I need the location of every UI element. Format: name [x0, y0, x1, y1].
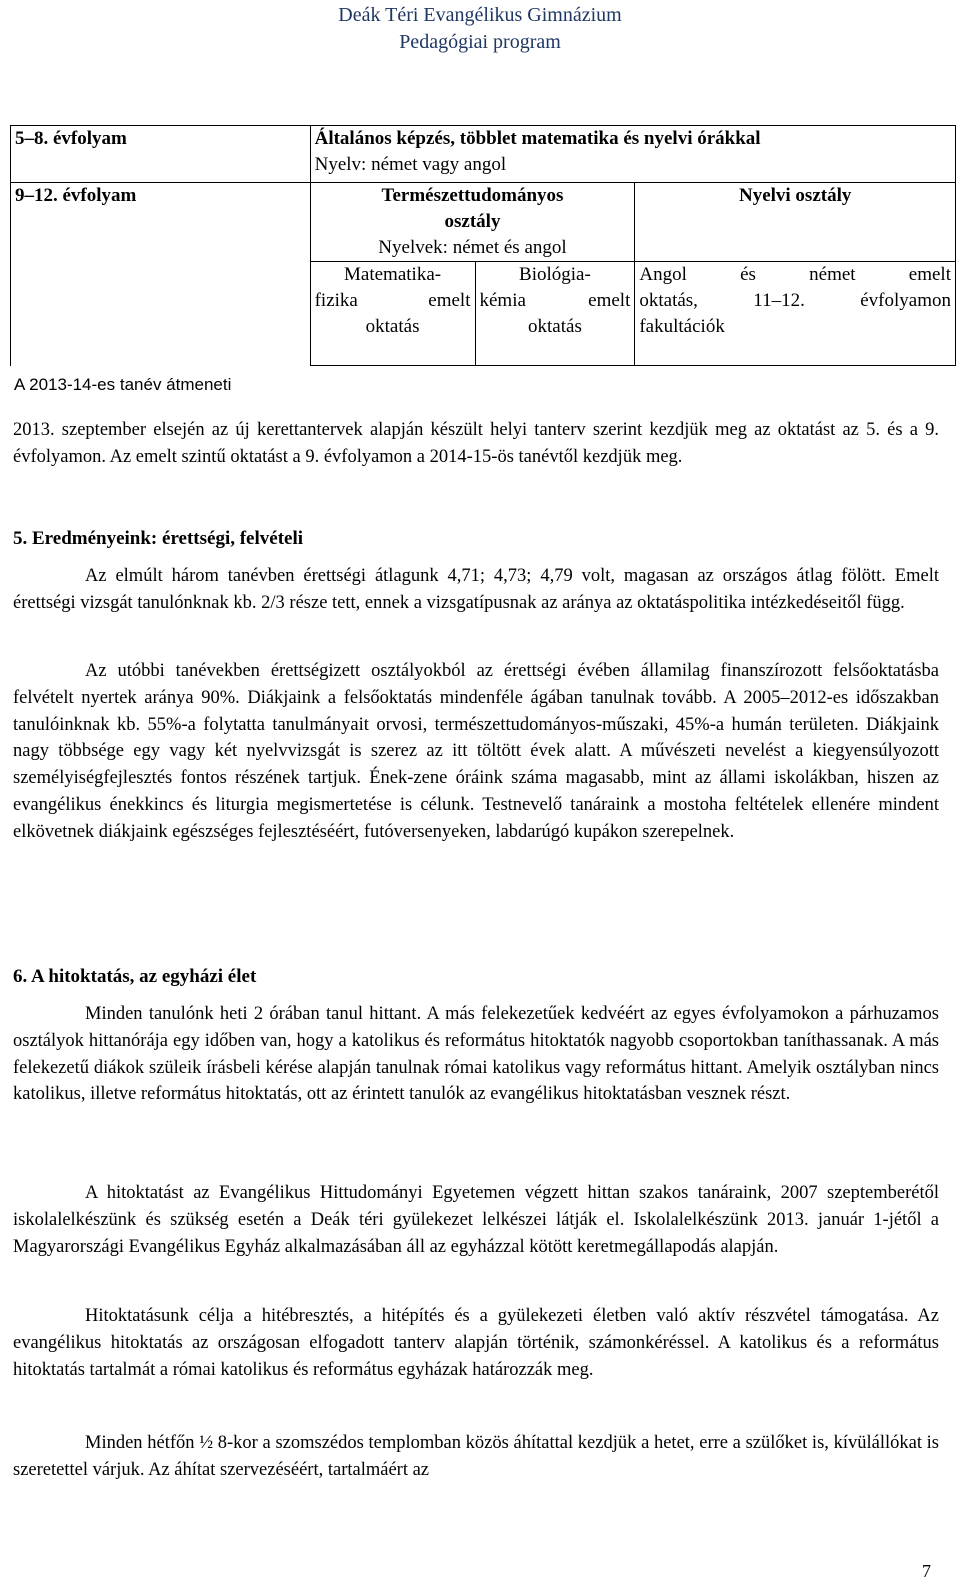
science-class-header: Természettudományos osztály Nyelvek: német és angol: [310, 183, 635, 262]
grade-9-12-cell: 9–12. évfolyam: [11, 183, 311, 366]
section-5-heading: 5. Eredményeink: érettségi, felvételi: [13, 528, 304, 549]
math-physics-cell: Matematika- fizika emelt oktatás: [310, 262, 475, 366]
header-doc-title: Pedagógiai program: [399, 31, 561, 53]
section-6-paragraph-1: Minden tanulónk heti 2 órában tanul hittant. A más felekezetűek kedvéért az egyes évfolyamokon a párhuzamos osztályok hittanórája egy időben van, hogy a katolikus és református hitoktatók nagyobb csoportokban taníthassanak. A más felekezetű diákok szüleik írásbeli kérése alapján tanulnak római katolikus vagy református hittant. Amelyik osztályban nincs katolikus, illetve református hitoktatás, ott az érintett tanulók az evangélikus hitoktatásban vesznek részt.: [13, 1004, 939, 1105]
grade-5-8-cell: 5–8. évfolyam: [11, 126, 311, 183]
language-advanced-cell: Angol és német emelt oktatás, 11–12. évfolyamon fakultációk: [635, 262, 956, 366]
section-5-paragraph-2: Az utóbbi tanévekben érettségizett osztályokból az érettségi évében államilag finanszírozott felsőoktatásba felvételt nyertek aránya 90%. Diákjaink a felsőoktatás mindenféle ágában tanulnak tovább. A 2005–2012-es időszakban tanulóinknak kb. 55%-a folytatta tanulmányait orvosi, természettudományos-műszaki, 45%-a humán területen. Diákjaink nagy többsége egy vagy két nyelvvizsgát is szerez az itt töltött évek alatt. A művészeti nevelést a kiegyensúlyozott személyiségfejlesztés fontos részének tartjuk. Ének-zene óráink száma magasabb, mint az állami iskolákban, hiszen az evangélikus énekkincs és liturgia megismertetése is célunk. Testnevelő tanáraink a mostoha feltételek ellenére mindent elkövetnek diákjaink egészséges fejlesztéséért, futóversenyeken, labdarúgó kupákon szerepelnek.: [13, 661, 939, 842]
header-school-name: Deák Téri Evangélikus Gimnázium: [338, 4, 622, 26]
intro-paragraph: 2013. szeptember elsején az új kerettantervek alapján készült helyi tanterv szerint kezdjük meg az oktatást az 5. és a 9. évfolyamon. Az emelt szintű oktatást a 9. évfolyamon a 2014-15-ös tanévtől kezdjük meg.: [13, 420, 939, 467]
section-6-heading: 6. A hitoktatás, az egyházi élet: [13, 966, 257, 987]
program-table: [10, 125, 956, 366]
section-5-paragraph-1: Az elmúlt három tanévben érettségi átlagunk 4,71; 4,73; 4,79 volt, magasan az országos átlag fölött. Emelt érettségi vizsgát tanulónknak kb. 2/3 része tett, ennek a vizsgatípusnak az aránya az oktatáspolitika intézkedéseitől függ.: [13, 566, 939, 613]
transitional-year-label: A 2013-14-es tanév átmeneti: [14, 375, 232, 394]
general-education-cell: Általános képzés, többlet matematika és nyelvi órákkal Nyelv: német vagy angol: [310, 126, 955, 183]
section-6-paragraph-2: A hitoktatást az Evangélikus Hittudományi Egyetemen végzett hittan szakos tanáraink, 2007 szeptemberétől iskolalelkészünk és szükség esetén a Deák téri gyülekezet lelkészei látják el. Iskolalelkészünk 2013. január 1-jétől a Magyarországi Evangélikus Egyház alkalmazásában áll az egyházzal kötött keretmegállapodás alapján.: [13, 1183, 939, 1257]
language-class-header: Nyelvi osztály: [635, 183, 956, 262]
section-6-paragraph-3: Hitoktatásunk célja a hitébresztés, a hitépítés és a gyülekezeti életben való aktív részvétel támogatása. Az evangélikus hitoktatás az országosan elfogadott tanterv alapján történik, számonkéréssel. A katolikus és a református hitoktatás tartalmát a római katolikus és református egyházak határozzák meg.: [13, 1306, 939, 1380]
page-number: 7: [922, 1561, 931, 1581]
section-6-paragraph-4: Minden hétfőn ½ 8-kor a szomszédos templomban közös áhítattal kezdjük a hetet, erre a szülőket is, kívülállókat is szeretettel várjuk. Az áhítat szervezéséért, tartalmáért az: [13, 1433, 939, 1480]
biology-chemistry-cell: Biológia- kémia emelt oktatás: [475, 262, 635, 366]
